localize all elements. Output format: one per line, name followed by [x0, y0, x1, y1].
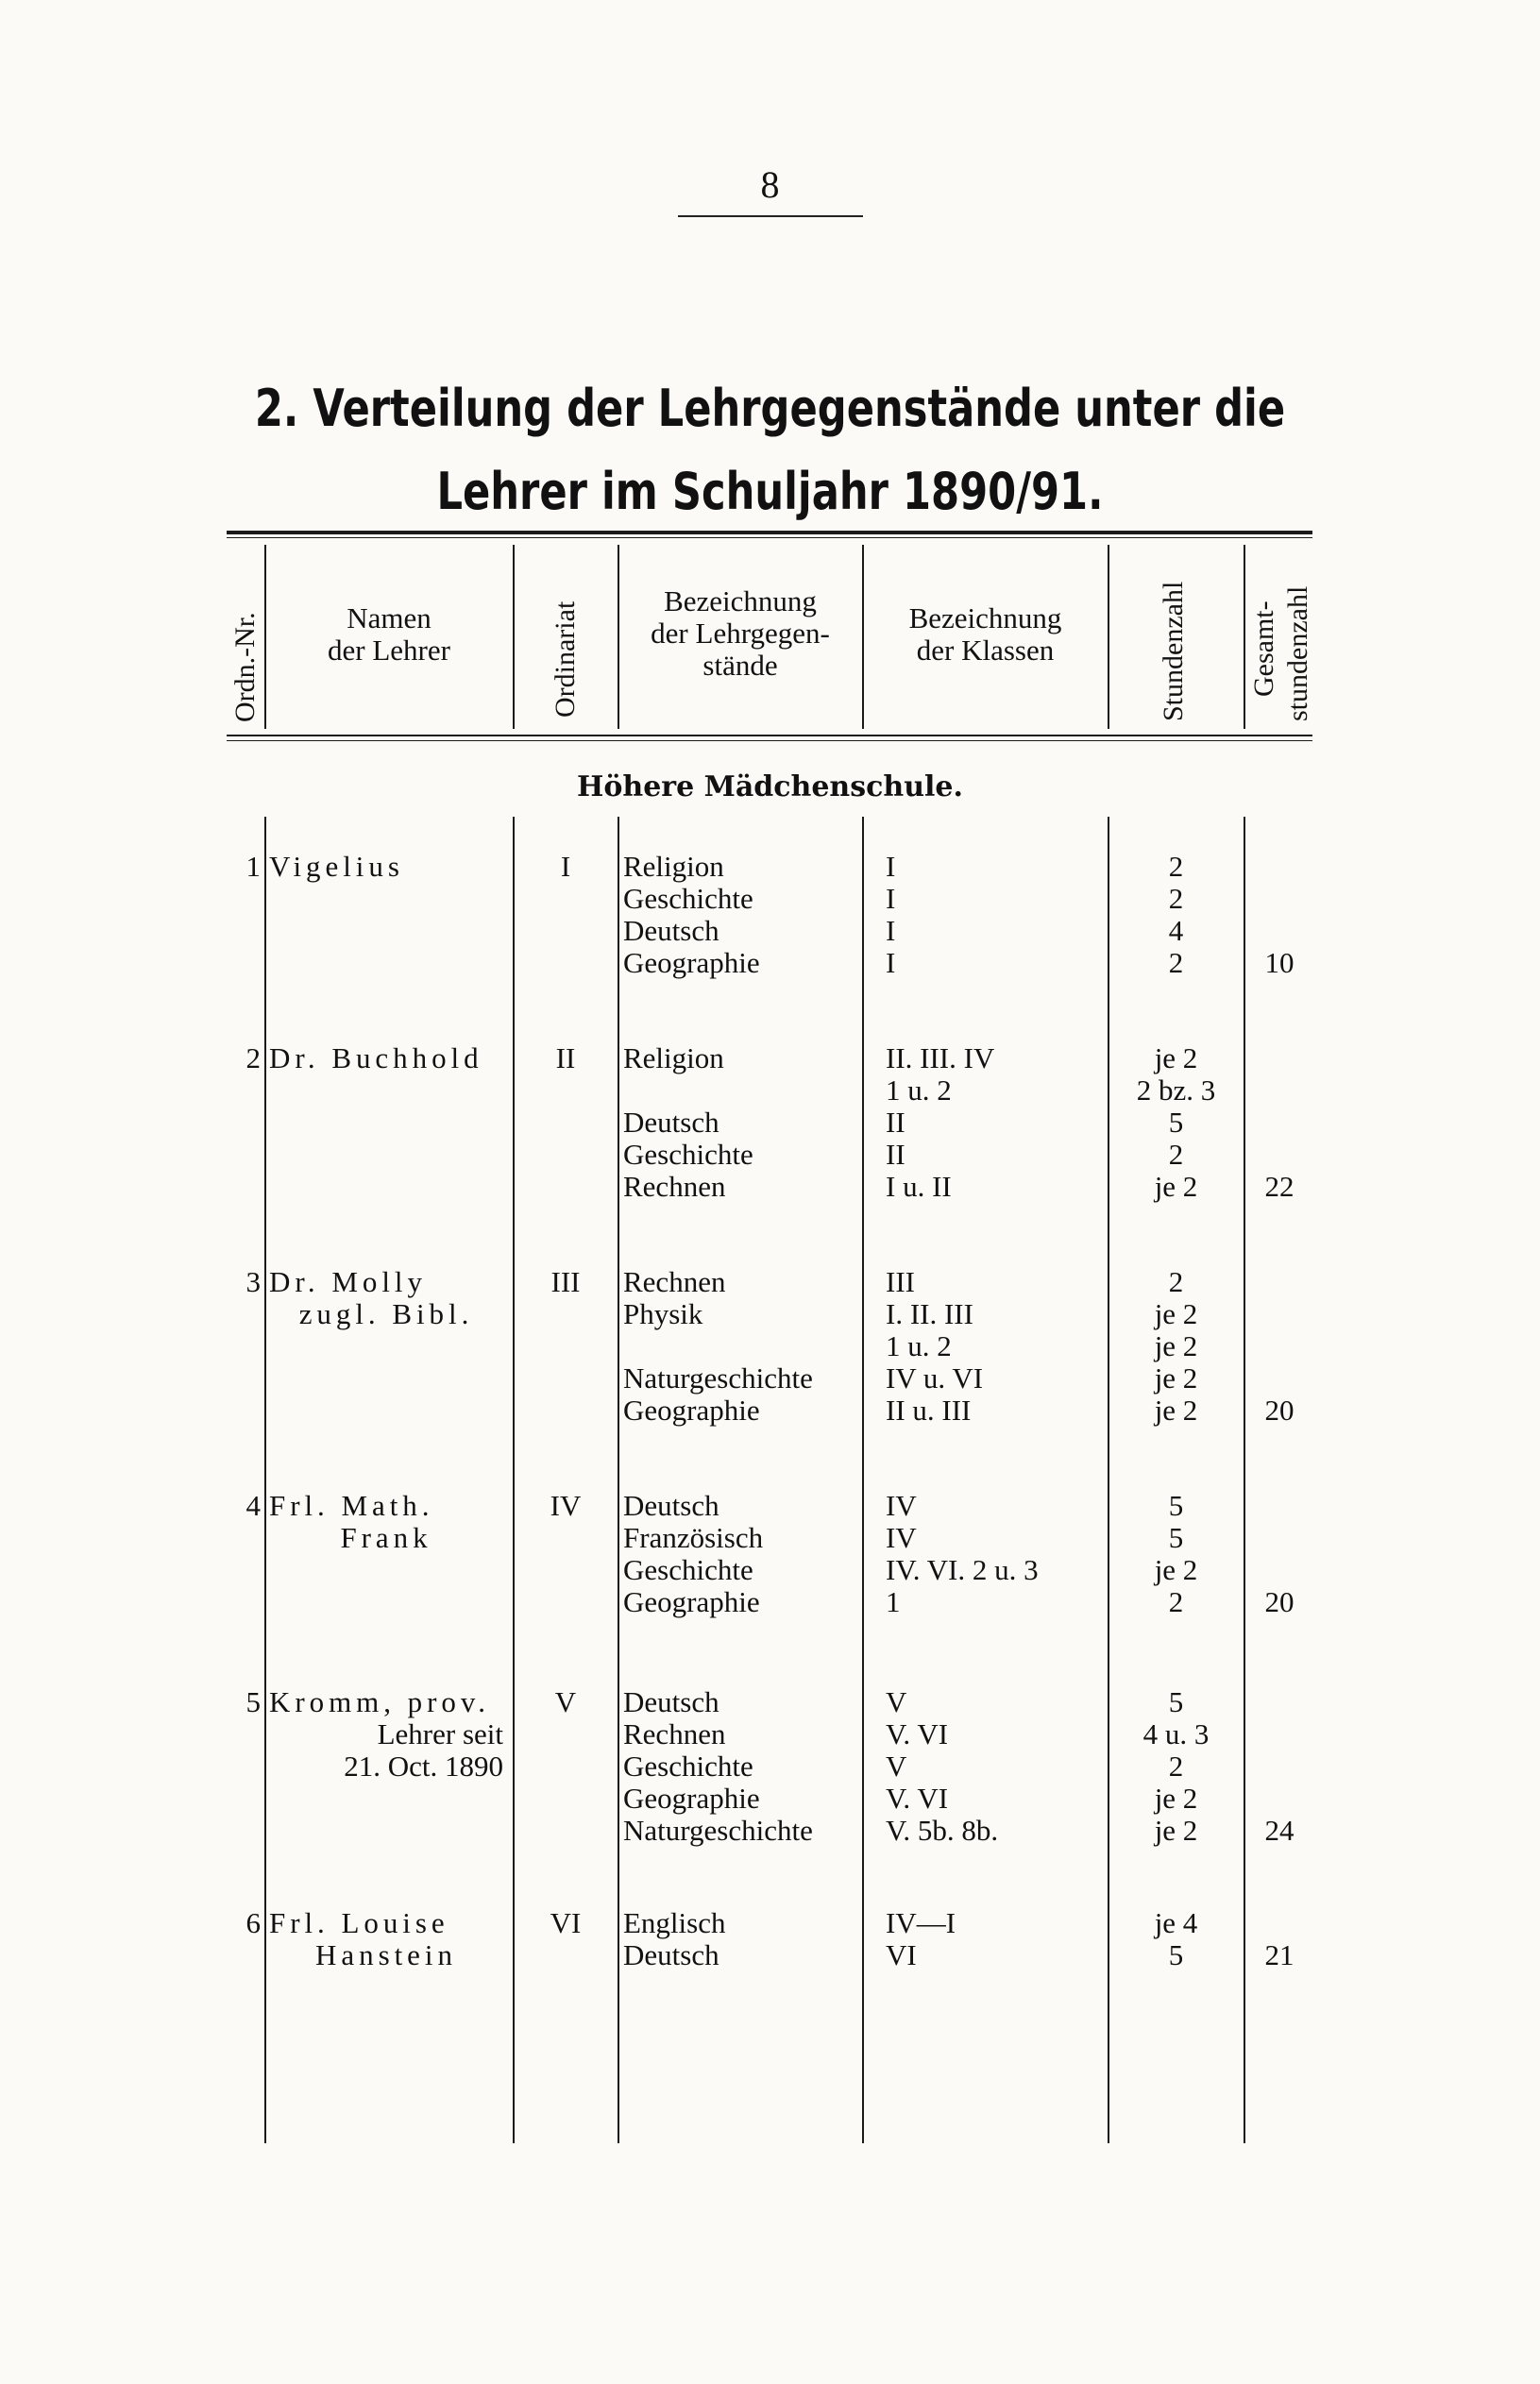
hours-cell: 5 [1168, 1685, 1184, 1718]
subject-cell: Rechnen [623, 1170, 726, 1203]
hours-cell: 5 [1168, 1489, 1184, 1522]
ordinariat-cell: IV [550, 1489, 582, 1522]
hours-cell: 2 [1168, 882, 1184, 915]
hours-cell: je 4 [1154, 1906, 1198, 1939]
table-title-line-2: Lehrer im Schuljahr 1890/91. [436, 462, 1104, 521]
header-ordinariat: Ordinariat [550, 600, 581, 718]
subject-cell: Religion [623, 850, 724, 883]
teacher-name-line: Dr. Molly [269, 1265, 427, 1298]
teacher-name-line: Frank [340, 1521, 432, 1554]
class-cell: 1 u. 2 [886, 1074, 952, 1107]
header-gesamt-line-2: stundenzahl [1282, 585, 1313, 721]
class-cell: II. III. IV [886, 1041, 995, 1074]
total-hours-cell: 21 [1264, 1938, 1295, 1971]
subject-cell: Deutsch [623, 1489, 719, 1522]
hours-cell: je 2 [1154, 1041, 1198, 1074]
total-hours-cell: 20 [1264, 1394, 1295, 1427]
row-number: 5 [245, 1685, 261, 1718]
class-cell: 1 [886, 1585, 901, 1618]
subject-cell: Englisch [623, 1906, 726, 1939]
subject-cell: Geschichte [623, 1553, 753, 1586]
teacher-name-line: Vigelius [269, 850, 404, 883]
class-cell: 1 u. 2 [886, 1329, 952, 1362]
header-col-divider [1108, 545, 1109, 729]
body-col-divider [264, 817, 266, 2143]
class-cell: I u. II [886, 1170, 952, 1203]
body-col-divider [618, 817, 619, 2143]
class-cell: I. II. III [886, 1297, 973, 1330]
teacher-name-line: Lehrer seit [377, 1717, 503, 1750]
class-cell: IV u. VI [886, 1361, 984, 1395]
subject-cell: Religion [623, 1041, 724, 1074]
teacher-name-line: Frl. Math. [269, 1489, 434, 1522]
header-bez-gegen-line-3: stände [702, 649, 778, 682]
class-cell: I [886, 882, 896, 915]
class-cell: V. 5b. 8b. [886, 1814, 999, 1847]
hours-cell: je 2 [1154, 1329, 1198, 1362]
subject-cell: Rechnen [623, 1717, 726, 1750]
row-number: 3 [245, 1265, 261, 1298]
hours-cell: 2 [1168, 850, 1184, 883]
teacher-name-line: Kromm, prov. [269, 1685, 491, 1718]
class-cell: IV. VI. 2 u. 3 [886, 1553, 1039, 1586]
hours-cell: 2 [1168, 1750, 1184, 1783]
subject-cell: Geschichte [623, 882, 753, 915]
total-hours-cell: 22 [1264, 1170, 1295, 1203]
hours-cell: je 2 [1154, 1394, 1198, 1427]
header-bez-gegen-line-2: der Lehrgegen- [651, 617, 830, 650]
hours-cell: je 2 [1154, 1553, 1198, 1586]
class-cell: I [886, 946, 896, 979]
row-number: 6 [245, 1906, 261, 1939]
subject-cell: Geographie [623, 1394, 760, 1427]
class-cell: IV [886, 1489, 917, 1522]
hours-cell: 5 [1168, 1938, 1184, 1971]
subject-cell: Geographie [623, 1585, 760, 1618]
subject-cell: Deutsch [623, 1106, 719, 1139]
header-bottom-rule [227, 735, 1312, 736]
subject-cell: Naturgeschichte [623, 1361, 813, 1395]
teacher-name-line: Hanstein [315, 1938, 457, 1971]
row-number: 1 [245, 850, 261, 883]
class-cell: III [886, 1265, 915, 1298]
class-cell: II [886, 1138, 905, 1171]
hours-cell: 2 [1168, 946, 1184, 979]
class-cell: IV [886, 1521, 917, 1554]
subject-cell: Geographie [623, 1782, 760, 1815]
hours-cell: 4 u. 3 [1142, 1717, 1210, 1750]
class-cell: II u. III [886, 1394, 972, 1427]
class-cell: IV—I [886, 1906, 956, 1939]
subject-cell: Rechnen [623, 1265, 726, 1298]
header-namen [266, 602, 512, 667]
hours-cell: 5 [1168, 1106, 1184, 1139]
header-bez-gegen-line-1: Bezeichnung [664, 584, 817, 617]
class-cell: V. VI [886, 1782, 949, 1815]
header-top-rule [227, 531, 1312, 534]
ordinariat-cell: V [554, 1685, 577, 1718]
teacher-name-line: Dr. Buchhold [269, 1041, 483, 1074]
body-col-divider [513, 817, 515, 2143]
header-namen-line-2: der Lehrer [328, 634, 450, 667]
page-number-rule [678, 215, 863, 217]
header-bez-klassen-line-1: Bezeichnung [908, 601, 1062, 634]
header-stundenzahl: Stundenzahl [1158, 581, 1189, 721]
header-ordn-nr: Ordn.-Nr. [229, 612, 261, 722]
subject-cell: Geographie [623, 946, 760, 979]
class-cell: V. VI [886, 1717, 949, 1750]
header-bez-klassen-line-2: der Klassen [916, 634, 1055, 667]
header-top-rule-thin [227, 537, 1312, 538]
teacher-name-line: 21. Oct. 1890 [344, 1750, 503, 1783]
hours-cell: 2 [1168, 1585, 1184, 1618]
ordinariat-cell: III [550, 1265, 581, 1298]
teacher-name-line: Frl. Louise [269, 1906, 449, 1939]
row-number: 2 [245, 1041, 261, 1074]
hours-cell: 2 [1168, 1138, 1184, 1171]
class-cell: I [886, 850, 896, 883]
ordinariat-cell: VI [550, 1906, 582, 1939]
header-bez-lehrgegenstaende [619, 585, 861, 682]
header-gesamt-line-1: Gesamt- [1248, 600, 1279, 697]
subject-cell: Geschichte [623, 1138, 753, 1171]
section-heading: Höhere Mädchenschule. [577, 770, 963, 803]
subject-cell: Naturgeschichte [623, 1814, 813, 1847]
class-cell: VI [886, 1938, 917, 1971]
hours-cell: 2 bz. 3 [1136, 1074, 1216, 1107]
subject-cell: Französisch [623, 1521, 764, 1554]
hours-cell: 4 [1168, 914, 1184, 947]
hours-cell: 2 [1168, 1265, 1184, 1298]
total-hours-cell: 24 [1264, 1814, 1295, 1847]
hours-cell: je 2 [1154, 1361, 1198, 1395]
total-hours-cell: 10 [1264, 946, 1295, 979]
hours-cell: je 2 [1154, 1814, 1198, 1847]
class-cell: V [886, 1750, 907, 1783]
ordinariat-cell: I [560, 850, 571, 883]
subject-cell: Deutsch [623, 1685, 719, 1718]
class-cell: II [886, 1106, 905, 1139]
header-col-divider [513, 545, 515, 729]
header-col-divider [1244, 545, 1245, 729]
subject-cell: Deutsch [623, 1938, 719, 1971]
subject-cell: Physik [623, 1297, 703, 1330]
header-bez-klassen [864, 602, 1107, 667]
header-namen-line-1: Namen [347, 601, 432, 634]
ordinariat-cell: II [555, 1041, 576, 1074]
row-number: 4 [245, 1489, 261, 1522]
hours-cell: je 2 [1154, 1782, 1198, 1815]
hours-cell: 5 [1168, 1521, 1184, 1554]
table-title-line-1: 2. Verteilung der Lehrgegenstände unter die [254, 379, 1286, 438]
body-col-divider [862, 817, 864, 2143]
hours-cell: je 2 [1154, 1297, 1198, 1330]
header-bottom-rule-thin [227, 740, 1312, 741]
class-cell: I [886, 914, 896, 947]
page-number: 8 [760, 163, 780, 206]
subject-cell: Geschichte [623, 1750, 753, 1783]
teacher-name-line: zugl. Bibl. [298, 1297, 474, 1330]
hours-cell: je 2 [1154, 1170, 1198, 1203]
class-cell: V [886, 1685, 907, 1718]
subject-cell: Deutsch [623, 914, 719, 947]
total-hours-cell: 20 [1264, 1585, 1295, 1618]
